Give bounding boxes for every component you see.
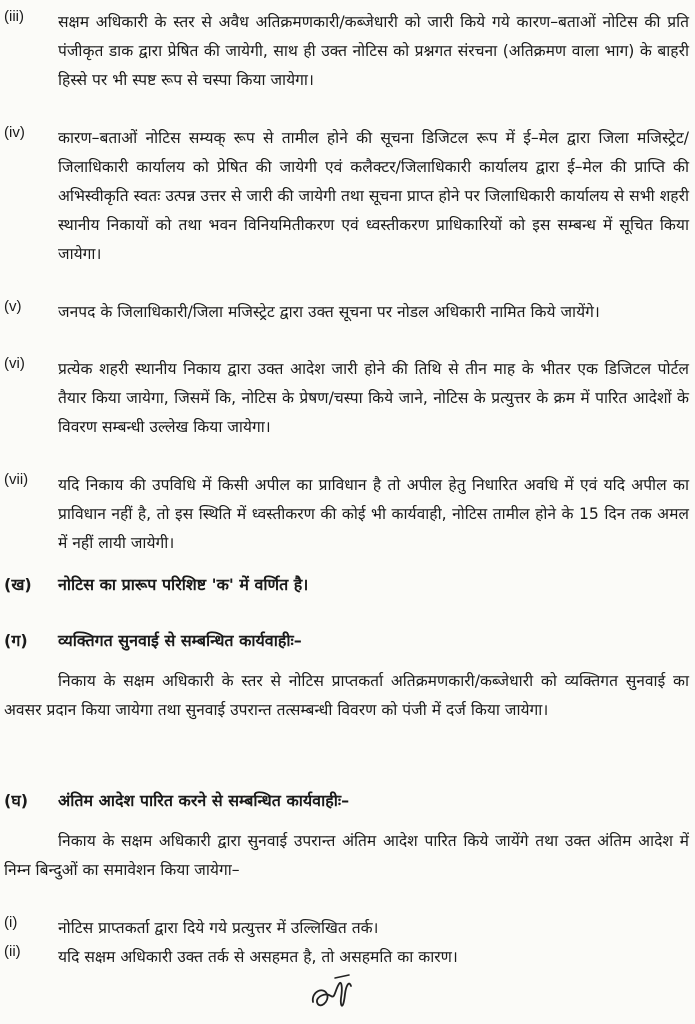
item-text: यदि निकाय की उपविधि में किसी अपील का प्राविधान है तो अपील हेतु निधारित अवधि में एवं यदि अपील का प्राविधान नहीं है, तो इस स्थिति में ध्वस्तीकरण की कोई भी कार्यवाही, नोटिस तामील होने के 15 दिन तक अमल में नहीं लायी जायेगी। bbox=[58, 476, 689, 552]
item-text: जनपद के जिलाधिकारी/जिला मजिस्ट्रेट द्वारा उक्त सूचना पर नोडल अधिकारी नामित किये जायेंगे। bbox=[58, 303, 600, 321]
item-text: नोटिस प्राप्तकर्ता द्वारा दिये गये प्रत्युत्तर में उल्लिखित तर्क। bbox=[58, 919, 379, 937]
item-text: कारण–बताओं नोटिस सम्यक् रूप से तामील होने की सूचना डिजिटल रूप में ई–मेल द्वारा जिला मजिस्ट्रेट/जिलाधिकारी कार्यालय को प्रेषित की जायेगी एवं कलैक्टर/जिलाधिकारी कार्यालय द्वारा ई–मेल की प्राप्ति की अभिस्वीकृति स्वतः उत्पन्न उत्तर से जारी की जायेगी तथा सूचना प्राप्त होने पर जिलाधिकारी कार्यालय से सभी शहरी स्थानीय निकायों को तथा भवन विनियमितीकरण एवं ध्वस्तीकरण प्राधिकारियों को इस सम्बन्ध में सूचित किया जायेगा। bbox=[58, 129, 689, 263]
paragraph-ga: निकाय के सक्षम अधिकारी के स्तर से नोटिस प्राप्तकर्ता अतिक्रमणकारी/कब्जेधारी को व्यक्तिगत सुनवाई का अवसर प्रदान किया जायेगा तथा सुनवाई उपरान्त तत्सम्बन्धी विवरण को पंजी में दर्ज किया जायेगा। bbox=[4, 672, 689, 719]
section-title: नोटिस का प्रारूप परिशिष्ट 'क' में वर्णित है। bbox=[58, 575, 309, 594]
item-text: यदि सक्षम अधिकारी उक्त तर्क से असहमत है, तो असहमति का कारण। bbox=[58, 948, 458, 966]
item-number: (v) bbox=[4, 298, 22, 315]
item-number: (i) bbox=[4, 914, 18, 931]
item-number: (iii) bbox=[4, 8, 24, 25]
section-title: व्यक्तिगत सुनवाई से सम्बन्धित कार्यवाहीः– bbox=[58, 631, 302, 650]
item-number: (iv) bbox=[4, 124, 25, 141]
item-number: (vii) bbox=[4, 471, 29, 488]
section-number: (घ) bbox=[4, 791, 29, 810]
section-title: अंतिम आदेश पारित करने से सम्बन्धित कार्यवाहीः– bbox=[58, 791, 350, 810]
item-text: सक्षम अधिकारी के स्तर से अवैध अतिक्रमणकारी/कब्जेधारी को जारी किये गये कारण–बताओं नोटिस की प्रति पंजीकृत डाक द्वारा प्रेषित की जायेगी, साथ ही उक्त नोटिस को प्रश्नगत संरचना (अतिक्रमण वाला भाग) के बाहरी हिस्से पर भी स्पष्ट रूप से चस्पा किया जायेगा। bbox=[58, 13, 689, 89]
section-number: (ख) bbox=[4, 575, 32, 594]
section-number: (ग) bbox=[4, 631, 28, 650]
paragraph-gha: निकाय के सक्षम अधिकारी द्वारा सुनवाई उपरान्त अंतिम आदेश पारित किये जायेंगे तथा उक्त अंतिम आदेश में निम्न बिन्दुओं का समावेशन किया जायेगा– bbox=[4, 832, 689, 879]
item-number: (vi) bbox=[4, 355, 25, 372]
item-number: (ii) bbox=[4, 943, 21, 960]
handwritten-signature bbox=[305, 972, 365, 1017]
item-text: प्रत्येक शहरी स्थानीय निकाय द्वारा उक्त आदेश जारी होने की तिथि से तीन माह के भीतर एक डिजिटल पोर्टल तैयार किया जायेगा, जिसमें कि, नोटिस के प्रेषण/चस्पा किये जाने, नोटिस के प्रत्युत्तर के क्रम में पारित आदेशों के विवरण सम्बन्धी उल्लेख किया जायेगा। bbox=[58, 360, 689, 436]
